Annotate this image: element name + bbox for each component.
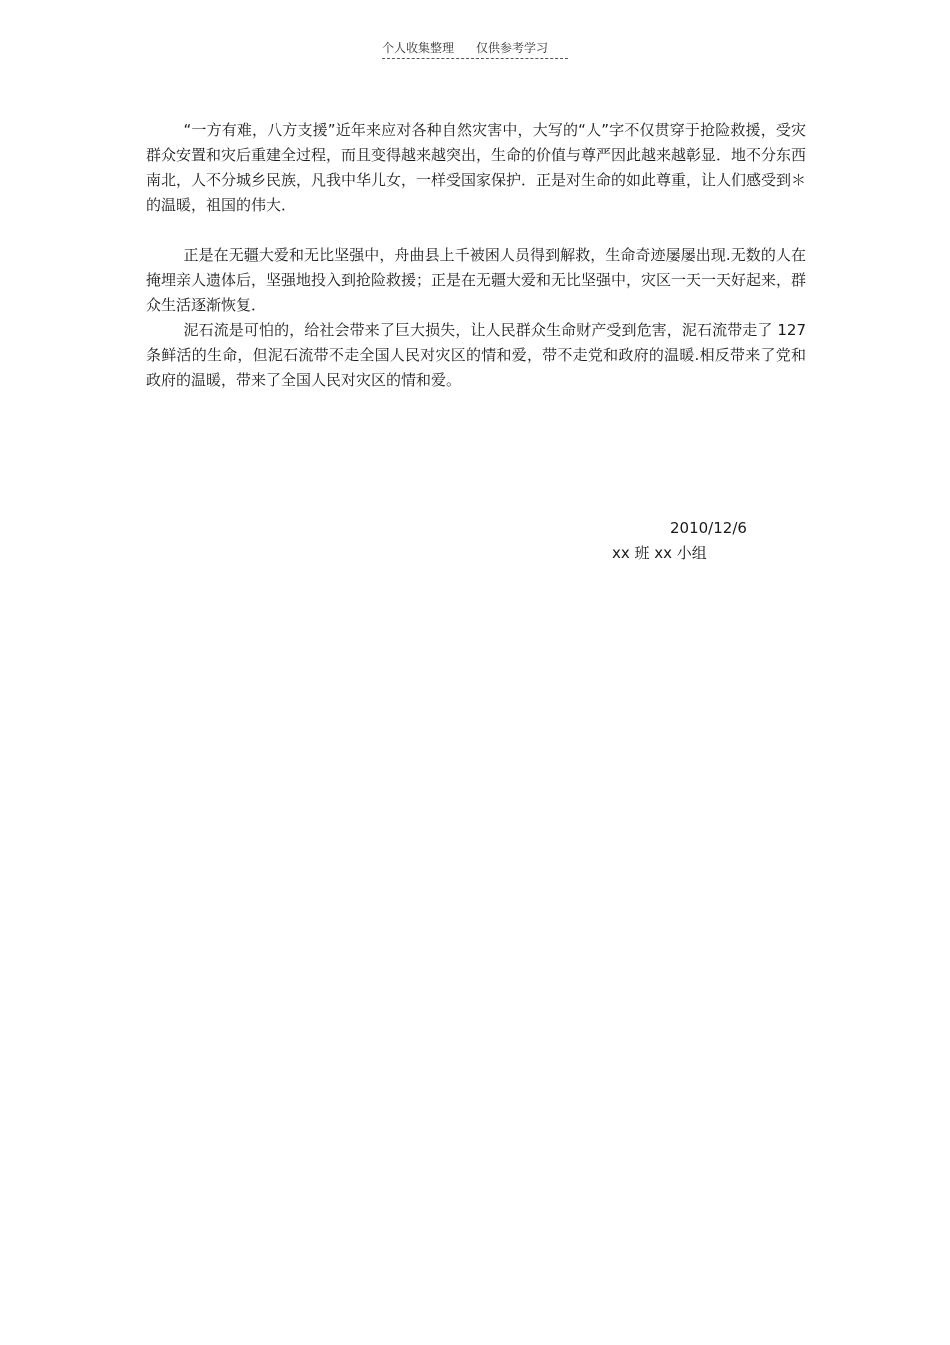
paragraph-3: 泥石流是可怕的，给社会带来了巨大损失，让人民群众生命财产受到危害，泥石流带走了 127 条鲜活的生命，但泥石流带不走全国人民对灾区的情和爱，带不走党和政府的温暖.相反带来了党和政府的温暖，带来了全国人民对灾区的情和爱。	[146, 321, 806, 389]
document-date: 2010/12/6	[670, 519, 747, 537]
paragraph-2: 正是在无疆大爱和无比坚强中，舟曲县上千被困人员得到解救，生命奇迹屡屡出现.无数的人在掩埋亲人遗体后，坚强地投入到抢险救援；正是在无疆大爱和无比坚强中，灾区一天一天好起来，群众生活逐渐恢复．	[146, 246, 807, 314]
header-left-text: 个人收集整理	[382, 41, 455, 55]
page-header	[382, 40, 568, 59]
header-right-text: 仅供参考学习	[476, 41, 549, 55]
document-body	[146, 118, 806, 393]
document-signature: xx 班 xx 小组	[612, 544, 707, 562]
paragraph-1: “一方有难，八方支援”近年来应对各种自然灾害中，大写的“人”字不仅贯穿于抢险救援，受灾群众安置和灾后重建全过程，而且变得越来越突出，生命的价值与尊严因此越来越彰显．地不分东西南北，人不分城乡民族，凡我中华儿女，一样受国家保护．正是对生命的如此尊重，让人们感受到＊的温暖，祖国的伟大．	[146, 121, 807, 214]
